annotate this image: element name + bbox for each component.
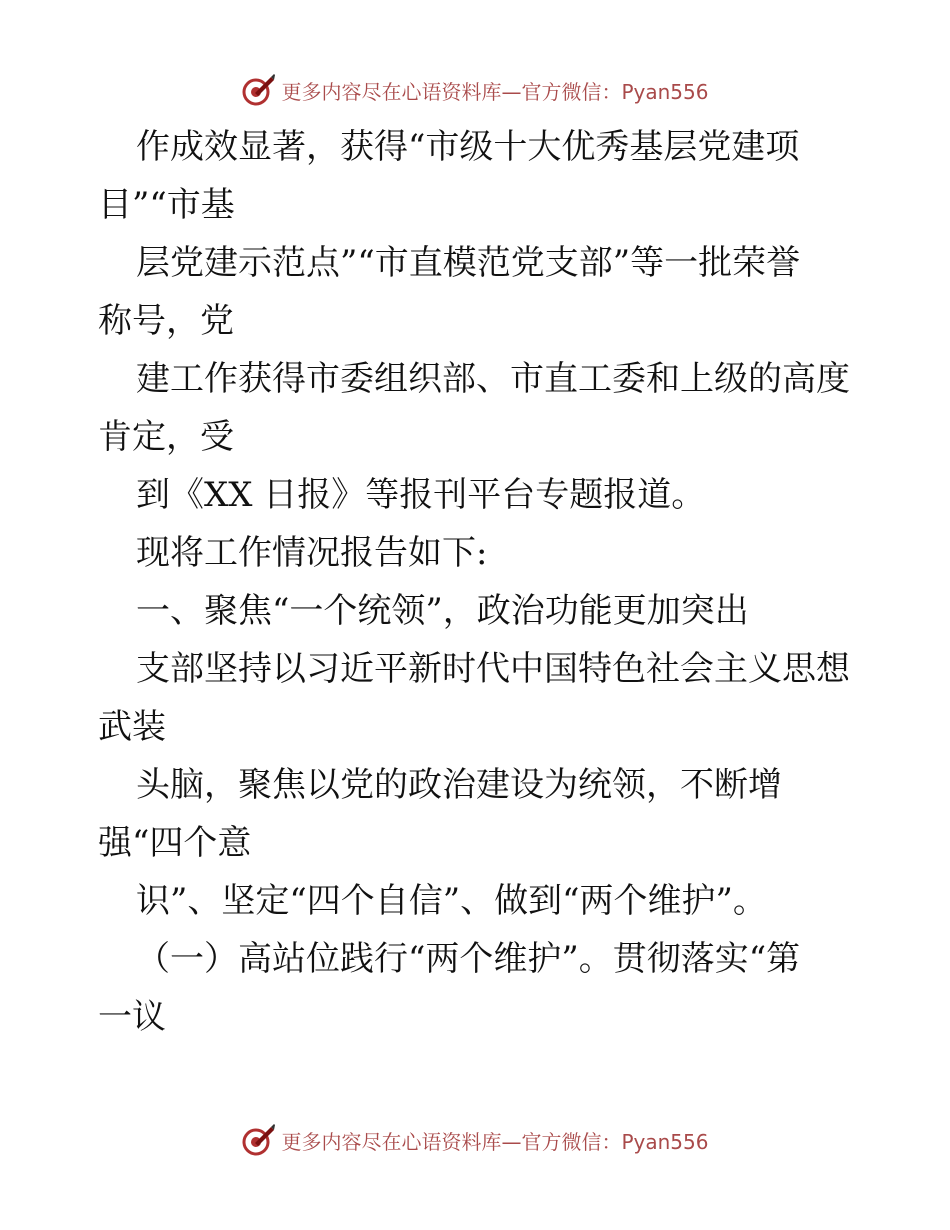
watermark-text: 更多内容尽在心语资料库—官方微信：Pyan556 <box>281 79 709 104</box>
text-line: 建工作获得市委组织部、市直工委和上级的高度 <box>136 359 850 399</box>
text-line: 目”“市基 <box>98 185 235 225</box>
text-line: 层党建示范点”“市直模范党支部”等一批荣誉 <box>136 243 801 283</box>
text-line: 作成效显著，获得“市级十大优秀基层党建项 <box>136 127 800 167</box>
text-line: 肯定，受 <box>98 417 234 457</box>
text-line: 识”、坚定“四个自信”、做到“两个维护”。 <box>136 881 767 921</box>
pen-logo-icon <box>241 73 275 107</box>
section-heading: 一、聚焦“一个统领”，政治功能更加突出 <box>136 591 749 631</box>
document-body <box>98 118 858 1046</box>
pen-logo-icon <box>241 1123 275 1157</box>
text-line: 支部坚持以习近平新时代中国特色社会主义思想 <box>136 649 850 689</box>
text-line: 头脑，聚焦以党的政治建设为统领，不断增 <box>136 765 782 805</box>
subsection-heading: （一）高站位践行“两个维护”。贯彻落实“第 <box>136 939 801 979</box>
text-line: 到《XX 日报》等报刊平台专题报道。 <box>136 475 706 515</box>
text-line: 强“四个意 <box>98 823 252 863</box>
watermark-banner-top <box>0 70 950 110</box>
text-line: 武装 <box>98 707 166 747</box>
text-line: 现将工作情况报告如下: <box>136 533 488 573</box>
text-line: 称号，党 <box>98 301 234 341</box>
watermark-text: 更多内容尽在心语资料库—官方微信：Pyan556 <box>281 1129 709 1154</box>
text-line: 一议 <box>98 997 166 1037</box>
watermark-banner-bottom <box>0 1120 950 1160</box>
